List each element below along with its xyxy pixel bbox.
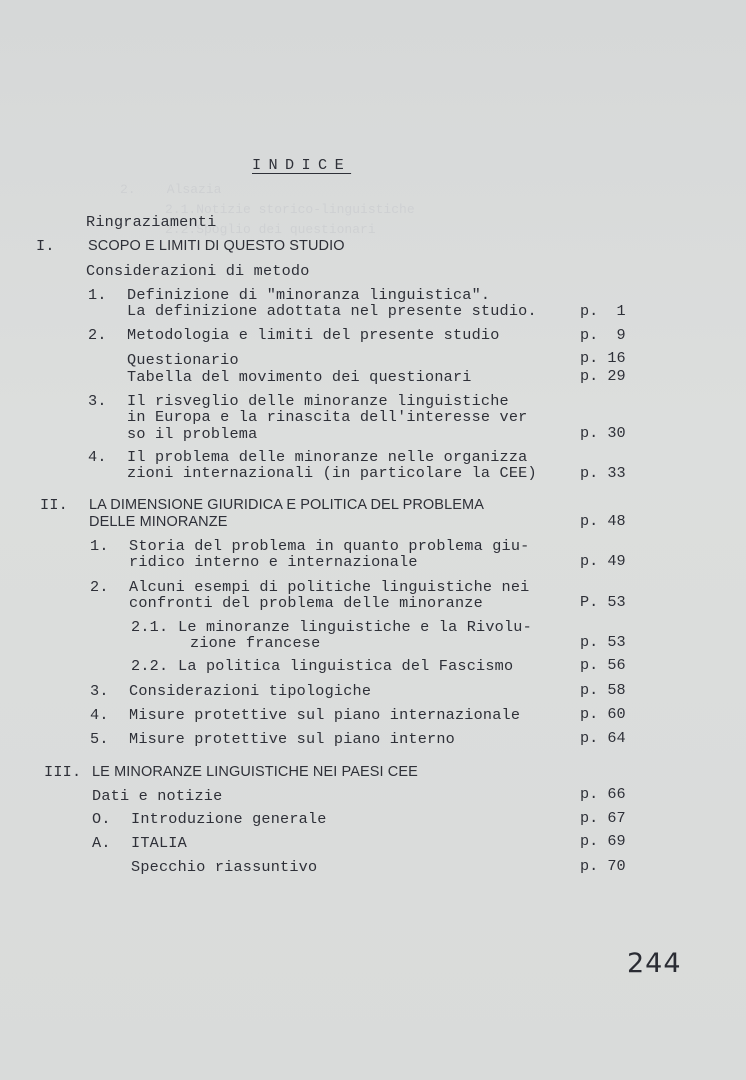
- toc-entry-number: 1.: [90, 537, 109, 555]
- toc-entry-number: 2.: [90, 578, 109, 596]
- show-through-text: 2. Alsazia: [120, 182, 222, 197]
- stamped-page-number: 244: [627, 948, 682, 979]
- toc-page-ref: p. 48: [580, 512, 626, 530]
- toc-entry-text: confronti del problema delle minoranze: [129, 594, 483, 612]
- toc-page-ref: p. 9: [580, 326, 626, 344]
- toc-entry-number: 2.2.: [131, 657, 169, 675]
- toc-entry-text: so il problema: [127, 425, 258, 443]
- toc-page-ref: p. 1: [580, 302, 626, 320]
- toc-page-ref: P. 53: [580, 593, 626, 611]
- toc-chapter-number: III.: [44, 763, 82, 781]
- toc-entry-text: Misure protettive sul piano interno: [129, 730, 455, 748]
- toc-entry-text: zioni internazionali (in particolare la CEE): [127, 464, 537, 482]
- toc-entry-number: 4.: [90, 706, 109, 724]
- toc-page-ref: p. 60: [580, 705, 626, 723]
- toc-entry-text: Considerazioni tipologiche: [129, 682, 372, 700]
- toc-entry-text: ridico interno e internazionale: [129, 553, 418, 571]
- toc-page-ref: p. 16: [580, 349, 626, 367]
- toc-entry-text: Il problema delle minoranze nelle organizza: [127, 448, 528, 466]
- show-through-text: 2.2.Spoglio dei questionari: [165, 222, 376, 237]
- toc-page-ref: p. 69: [580, 832, 626, 850]
- toc-entry-text: Misure protettive sul piano internazionale: [129, 706, 521, 724]
- toc-chapter-number: I.: [36, 237, 55, 255]
- toc-entry-number: 2.: [88, 326, 107, 344]
- page-title: INDICE: [252, 156, 352, 174]
- toc-entry-number: 3.: [90, 682, 109, 700]
- toc-chapter-number: II.: [40, 496, 68, 514]
- toc-entry-number: 2.1.: [131, 618, 169, 636]
- toc-page-ref: p. 58: [580, 681, 626, 699]
- toc-chapter-title: DELLE MINORANZE: [89, 514, 228, 530]
- toc-page-ref: p. 30: [580, 424, 626, 442]
- toc-entry-number: 4.: [88, 448, 107, 466]
- toc-entry-text: Tabella del movimento dei questionari: [127, 368, 472, 386]
- toc-page-ref: p. 53: [580, 633, 626, 651]
- toc-entry-text: Metodologia e limiti del presente studio: [127, 326, 500, 344]
- toc-chapter-title: LE MINORANZE LINGUISTICHE NEI PAESI CEE: [92, 764, 418, 780]
- toc-entry-text: ITALIA: [131, 834, 187, 852]
- toc-page-ref: p. 49: [580, 552, 626, 570]
- toc-entry-text: La definizione adottata nel presente studio.: [127, 302, 537, 320]
- toc-page-ref: p. 64: [580, 729, 626, 747]
- toc-page-ref: p. 33: [580, 464, 626, 482]
- toc-chapter-title: SCOPO E LIMITI DI QUESTO STUDIO: [88, 238, 345, 254]
- toc-entry-number: A.: [92, 834, 111, 852]
- toc-entry-text: Specchio riassuntivo: [131, 858, 318, 876]
- toc-entry-text: Considerazioni di metodo: [86, 262, 310, 280]
- toc-entry-text: zione francese: [190, 634, 321, 652]
- show-through-text: 2.1.Notizie storico-linguistiche: [165, 202, 415, 217]
- toc-entry-text: Questionario: [127, 351, 239, 369]
- toc-entry-text: Alcuni esempi di politiche linguistiche nei: [129, 578, 530, 596]
- toc-page-ref: p. 29: [580, 367, 626, 385]
- toc-entry-text: La politica linguistica del Fascismo: [178, 657, 514, 675]
- toc-entry-text: Il risveglio delle minoranze linguistiche: [127, 392, 509, 410]
- toc-page-ref: p. 70: [580, 857, 626, 875]
- toc-chapter-title: LA DIMENSIONE GIURIDICA E POLITICA DEL PROBLEMA: [89, 497, 484, 513]
- toc-entry-number: 5.: [90, 730, 109, 748]
- toc-entry-text: Definizione di "minoranza linguistica".: [127, 286, 491, 304]
- toc-page-ref: p. 66: [580, 785, 626, 803]
- toc-page-ref: p. 56: [580, 656, 626, 674]
- toc-entry-number: 3.: [88, 392, 107, 410]
- toc-entry-text: Storia del problema in quanto problema giu-: [129, 537, 530, 555]
- toc-entry-text: Introduzione generale: [131, 810, 327, 828]
- toc-entry-text: in Europa e la rinascita dell'interesse ver: [127, 408, 528, 426]
- toc-entry-number: O.: [92, 810, 111, 828]
- toc-entry-text: Le minoranze linguistiche e la Rivolu-: [178, 618, 532, 636]
- toc-entry-text: Dati e notizie: [92, 787, 223, 805]
- toc-page-ref: p. 67: [580, 809, 626, 827]
- toc-entry-number: 1.: [88, 286, 107, 304]
- toc-entry-text: Ringraziamenti: [86, 213, 217, 231]
